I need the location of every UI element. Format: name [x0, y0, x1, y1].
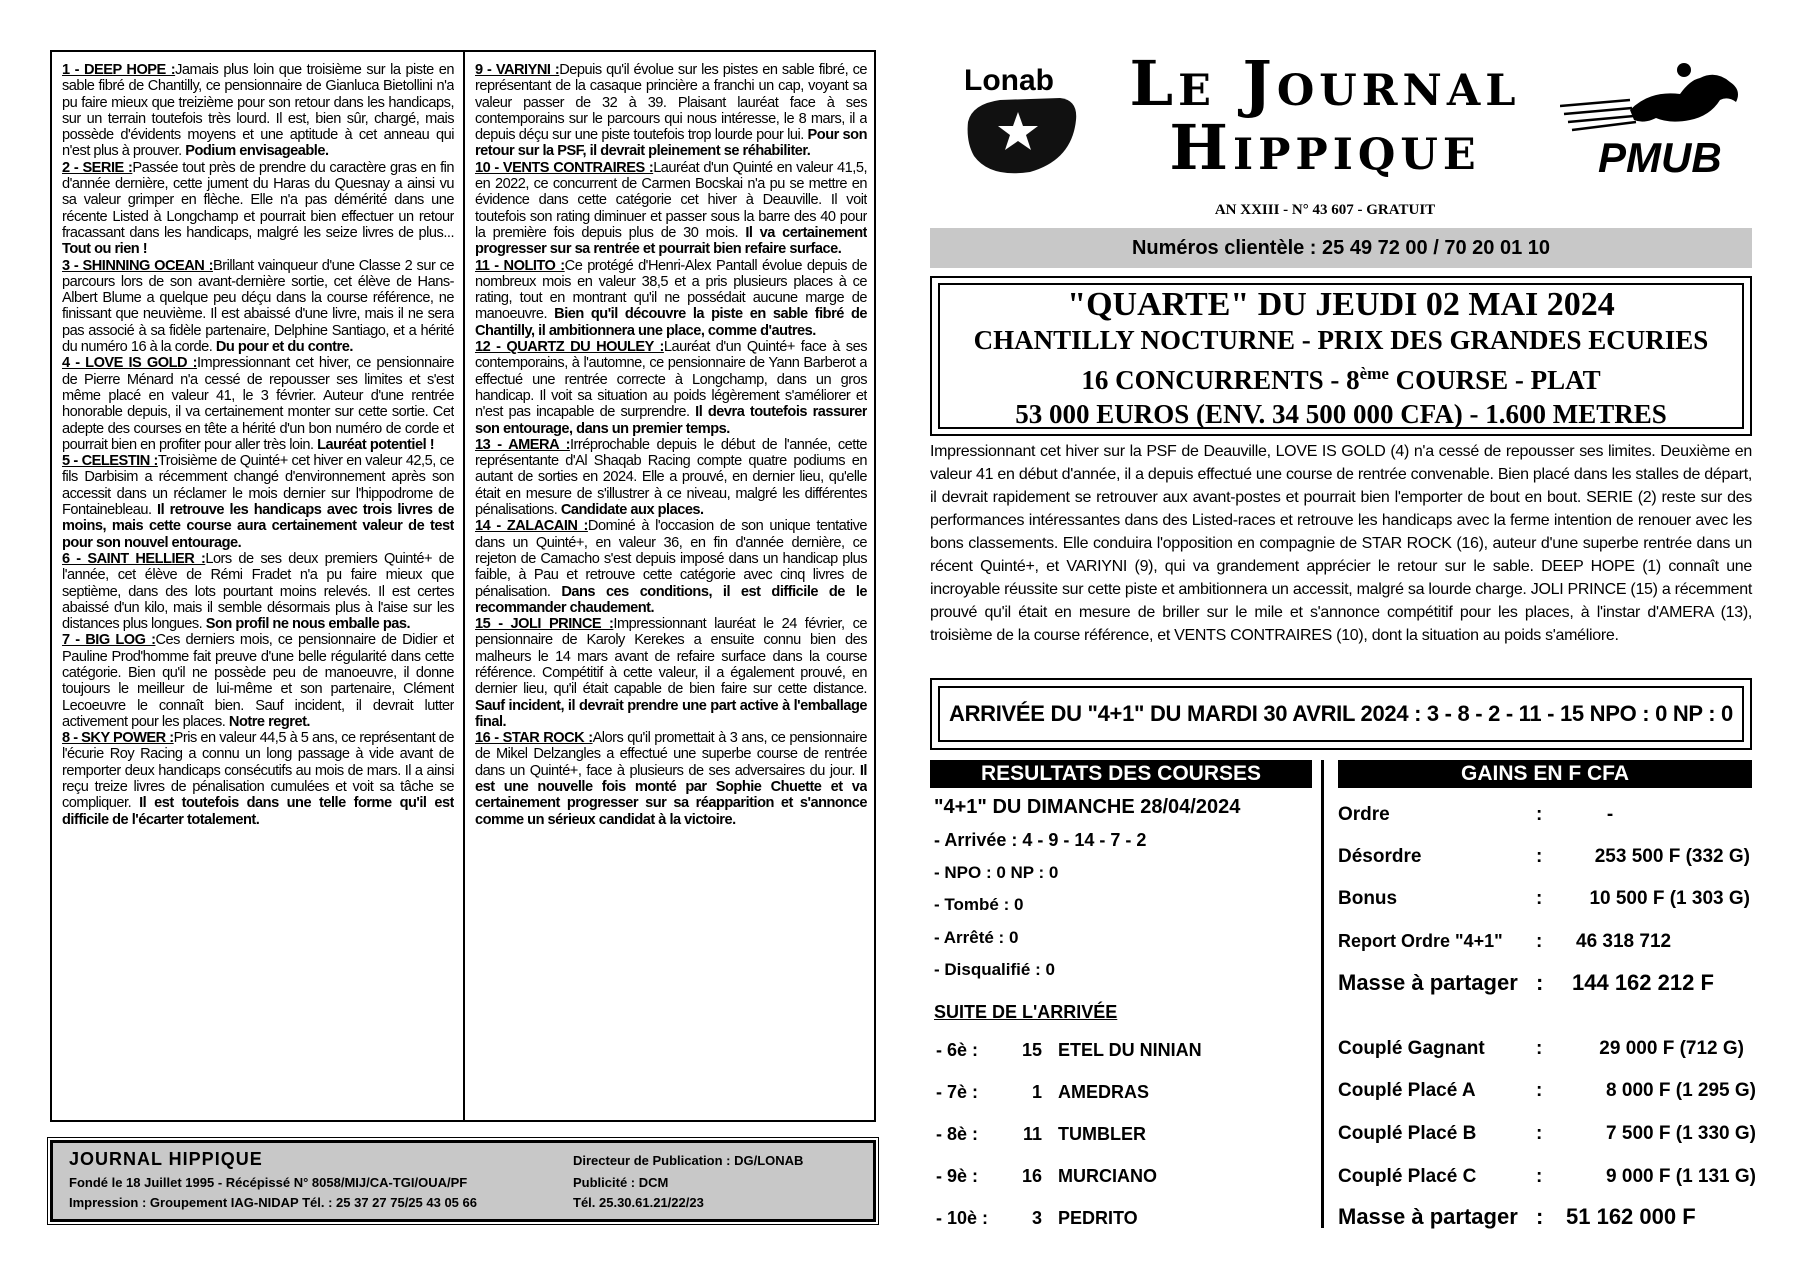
- horse-entry-6: 6 - SAINT HELLIER :Lors de ses deux premiers Quinté+ de l'année, cet élève de Rémi Fradet n'a pu faire mieux que septième, dans des lots pourtant moins relevés. Il est certes abaissé d'un kilo, mais il semble désormais plus à l'aise sur les distances plus longues. Son profil ne nous emballe pas.: [62, 550, 454, 633]
- suite-rank: - 7è :: [936, 1082, 979, 1102]
- gain-value: 253 500 F (332 G): [1594, 846, 1750, 867]
- horse-entry-2: 2 - SERIE :Passée tout près de prendre du caractère gras en fin d'année dernière, cette jument du Haras du Quesnay a ainsi vu sa valeur grimper en flèche. Elle n'a pas démérité dans une récente Listed à Longchamp et pourrait bien effectuer un retour fracassant dans les handicaps, malgré les seize livres de plus... Tout ou rien !: [62, 159, 454, 258]
- horse-entry-5: 5 - CELESTIN :Troisième de Quinté+ cet hiver en valeur 42,5, ce fils Darbisim a récemment changé d'environnement après son accessit dans un réclamer le mois dernier sur l'hippodrome de Fontainebleau. Il retrouve les handicaps avec trois livres de moins, mais cette course aura certainement valeur de test pour son nouvel entourage.: [62, 453, 454, 551]
- masthead-title: [1090, 47, 1560, 184]
- footer-publicity: Publicité : DCM: [573, 1175, 669, 1190]
- suite-num: 1: [1031, 1082, 1042, 1102]
- masthead-line-2: Hippique: [1169, 111, 1481, 184]
- horse-entry-11: 11 - NOLITO :Ce protégé d'Henri-Alex Pantall évolue depuis de nombreux mois en valeur 38,5 et a pris plusieurs places à ce rating, tout en montrant qu'il ne possédait aucune marge de manoeuvre. Bien qu'il découvre la piste en sable fibré de Chantilly, il ambitionnera une place, comme d'autres.: [475, 257, 867, 339]
- suite-num: 15: [1021, 1040, 1042, 1060]
- suite-num: 3: [1031, 1208, 1042, 1228]
- gain-value: 51 162 000 F: [1566, 1204, 1696, 1229]
- result-arrivee: - Arrivée : 4 - 9 - 14 - 7 - 2: [934, 830, 1147, 850]
- arrival-result: ARRIVÉE DU "4+1" DU MARDI 30 AVRIL 2024 : 3 - 8 - 2 - 11 - 15 NPO : 0 NP : 0: [938, 686, 1744, 742]
- horse-entry-1: 1 - DEEP HOPE :Jamais plus loin que troisième sur la piste en sable fibré de Chantilly, ce pensionnaire de Gianluca Bietollini n'a pu faire mieux que treizième pour son retour dans les handicaps, sur un terrain toutefois très lourd. Il est, bien sûr, chargé, mais possède d'évidents moyens et une aptitude à cet anneau qui n'est plus à prouver. Podium envisageable.: [62, 62, 454, 160]
- suite-rank: - 9è :: [936, 1166, 979, 1186]
- results-title: "4+1" DU DIMANCHE 28/04/2024: [934, 796, 1241, 818]
- comments-column-left: [62, 62, 454, 1120]
- pmub-text: PMUB: [1598, 134, 1722, 181]
- suite-name: TUMBLER: [1058, 1124, 1146, 1144]
- suite-name: AMEDRAS: [1058, 1082, 1150, 1102]
- gain-value: 7 500 F (1 330 G): [1606, 1123, 1756, 1144]
- suite-title: SUITE DE L'ARRIVÉE: [934, 1002, 1118, 1022]
- suite-name: ETEL DU NINIAN: [1058, 1040, 1202, 1060]
- pmub-logo: [1560, 60, 1750, 190]
- gain-colon: :: [1536, 1123, 1543, 1144]
- lonab-logo: [960, 60, 1084, 180]
- race-title-line-1: "QUARTE" DU JEUDI 02 MAI 2024: [1067, 286, 1615, 323]
- suite-num: 16: [1021, 1166, 1042, 1186]
- gain-label: Bonus: [1338, 888, 1398, 909]
- gain-value: -: [1606, 804, 1614, 825]
- gain-value: 29 000 F (712 G): [1599, 1038, 1744, 1059]
- horse-entry-9: 9 - VARIYNI :Depuis qu'il évolue sur les pistes en sable fibré, ce représentant de la casaque princière a franchi un cap, voyant sa valeur passer de 32 à 39. Plaisant lauréat face à ses contemporains sur le parcours qui nous intéresse, le 8 mars, il a depuis déçu sur une piste toutefois trop lourde pour lui. Pour son retour sur la PSF, il devrait pleinement se réhabiliter.: [475, 62, 867, 160]
- race-preview-text: Impressionnant cet hiver sur la PSF de Deauville, LOVE IS GOLD (4) n'a cessé de repousser ses limites. Deuxième en valeur 41 en début d'année, il a depuis effectué une course de rentrée convenable. Bien placé dans les stalles de départ, il devrait rapidement se retrouver aux avant-postes et pourrait bien l'emporter de bout en bout. SERIE (2) reste sur des performances intéressantes dans des Listed-races et retrouve les handicaps avec la ferme intention de renouer avec les bons classements. Elle conduira l'opposition en compagnie de STAR ROCK (16), auteur d'une superbe rentrée dans un récent Quinté+, et VARIYNI (9), qui va grandement apprécier le retour sur le sable. DEEP HOPE (1) connaît une incroyable réussite sur cette piste et ambitionnera un accessit, malgré sa lourde charge. JOLI PRINCE (15) a récemment prouvé qu'il était en mesure de briller sur le mile et s'annonce compétitif pour les places, à l'instar d'AMERA (13), troisième de la course référence, et VENTS CONTRAIRES (10), dont la situation au poids s'améliore.: [930, 443, 1752, 644]
- results-header: RESULTATS DES COURSES: [930, 760, 1312, 788]
- gain-value: 144 162 212 F: [1572, 970, 1714, 995]
- suite-rank: - 6è :: [936, 1040, 979, 1060]
- gain-value: 9 000 F (1 131 G): [1606, 1166, 1756, 1187]
- horse-entry-12: 12 - QUARTZ DU HOULEY :Lauréat d'un Quinté+ face à ses contemporains, à l'automne, ce pensionnaire de Yann Barberot a effectué une rentrée correcte à Longchamp, dans un gros handicap. Il voit sa situation au poids légèrement s'améliorer et n'est pas incapable de surprendre. Il devra toutefois rassurer son entourage, dans un premier temps.: [475, 339, 867, 437]
- horse-entry-7: 7 - BIG LOG :Ces derniers mois, ce pensionnaire de Didier et Pauline Prod'homme fait preuve d'une belle régularité dans cette catégorie. Bien qu'il ne possède peu de manoeuvre, il donne toujours le meilleur de lui-même et son partenaire, Clément Lecoeuvre le connaît bien. Sauf incident, il devrait lutter activement pour les places. Notre regret.: [62, 632, 454, 730]
- lonab-text: Lonab: [964, 64, 1054, 97]
- gain-value: 8 000 F (1 295 G): [1606, 1080, 1756, 1101]
- gain-colon: :: [1536, 846, 1543, 867]
- footer-title: JOURNAL HIPPIQUE: [69, 1149, 263, 1169]
- footer-phone: Tél. 25.30.61.21/22/23: [573, 1195, 704, 1210]
- gain-label: Couplé Placé A: [1338, 1080, 1476, 1101]
- suite-rank: - 10è :: [936, 1208, 989, 1228]
- horse-entry-10: 10 - VENTS CONTRAIRES :Lauréat d'un Quinté en valeur 41,5, en 2022, ce concurrent de Carmen Bocskai n'a pu se mettre en évidence dans cette catégorie cet hiver à Deauville. Il voit toutefois son rating diminuer et passer sous la barre des 40 pour la première fois depuis plus de 30 mois. Il va certainement progresser sur sa rentrée et pourrait bien refaire surface.: [475, 159, 867, 258]
- horse-entry-15: 15 - JOLI PRINCE :Impressionnant lauréat le 24 février, ce pensionnaire de Karoly Kerekes a ensuite connu bien des malheurs le 14 mars avant de refaire surface dans la course référence. Compétitif à cette valeur, il a également prouvé, en dernier lieu, qu'il était capable de bien faire sur cette distance. Sauf incident, il devrait prendre une part active à l'emballage final.: [475, 616, 867, 730]
- gain-label: Masse à partager: [1338, 1204, 1518, 1229]
- suite-rank: - 8è :: [936, 1124, 979, 1144]
- horse-entry-14: 14 - ZALACAIN :Dominé à l'occasion de son unique tentative dans un Quinté+, en valeur 36, en fin d'année dernière, ce rejeton de Camacho s'est depuis imposé dans un handicap plus faible, à Pau et retrouve cette catégorie avec cinq livres de pénalisation. Dans ces conditions, il est difficile de le recommander chaudement.: [475, 518, 867, 616]
- horse-entry-3: 3 - SHINNING OCEAN :Brillant vainqueur d'une Classe 2 sur ce parcours lors de son avant-dernière sortie, cet élève de Hans-Albert Blume a quelque peu déçu dans la course référence, ne finissant que neuvième. Il est abaissé d'une livre, mais il ne sera pas associé à sa fidèle partenaire, Delphine Santiago, et a hérité du numéro 16 à la corde. Du pour et du contre.: [62, 257, 454, 356]
- issue-line: AN XXIII - N° 43 607 - GRATUIT: [1214, 202, 1436, 218]
- masthead-line-1: Le Journal: [1129, 47, 1521, 120]
- gain-colon: :: [1536, 931, 1543, 952]
- footer-line-1: Fondé le 18 Juillet 1995 - Récépissé N° 8058/MIJ/CA-TGI/OUA/PF: [69, 1175, 468, 1190]
- horse-rider-icon: [1560, 60, 1750, 140]
- horse-entry-13: 13 - AMERA :Irréprochable depuis le début de l'année, cette représentante d'Al Shaqab Racing compte quatre podiums en autant de sorties en 2024. Elle a prouvé, en dernier lieu, qu'elle était en mesure de s'illustrer à ce niveau, malgré les différentes pénalisations. Candidate aux places.: [475, 436, 867, 519]
- gain-colon: :: [1536, 888, 1543, 909]
- gain-label: Masse à partager: [1338, 970, 1518, 995]
- gain-colon: :: [1536, 1204, 1544, 1229]
- horse-entry-4: 4 - LOVE IS GOLD :Impressionnant cet hiver, ce pensionnaire de Pierre Ménard n'a cessé de repousser ses limites et s'est même placé en valeur 41, le 3 février. Auteur d'une rentrée honorable depuis, il va certainement monter sur cette sortie. Cet adepte des courses en tête a hérité d'un bon numéro de corde et pourrait bien en profiter pour aller très loin. Lauréat potentiel !: [62, 355, 454, 453]
- publication-footer: [50, 1140, 876, 1222]
- gain-label: Ordre: [1338, 804, 1390, 825]
- horse-entry-16: 16 - STAR ROCK :Alors qu'il promettait à 3 ans, ce pensionnaire de Mikel Delzangles a effectué une superbe course de rentrée dans un Quinté+, face à plusieurs de ses adversaires du jour. Il est une nouvelle fois monté par Sophie Chuette et va certainement progresser sur sa réapparition et s'annonce comme un sérieux candidat à la victoire.: [475, 730, 867, 828]
- gain-label: Couplé Gagnant: [1338, 1038, 1485, 1059]
- gain-colon: :: [1536, 804, 1543, 825]
- gains-header: GAINS EN F CFA: [1338, 760, 1752, 788]
- result-tombe: - Tombé : 0: [934, 895, 1024, 914]
- suite-num: 11: [1022, 1124, 1042, 1144]
- suite-name: PEDRITO: [1058, 1208, 1138, 1228]
- suite-name: MURCIANO: [1058, 1166, 1157, 1186]
- comments-column-right: [475, 62, 867, 1120]
- result-disqualifie: - Disqualifié : 0: [934, 960, 1055, 979]
- gain-colon: :: [1536, 1080, 1543, 1101]
- race-title-line-3: 16 CONCURRENTS - 8ème COURSE - PLAT: [1081, 364, 1601, 395]
- results-divider: [1321, 760, 1324, 1228]
- gain-value: 10 500 F (1 303 G): [1589, 888, 1750, 909]
- customer-numbers: Numéros clientèle : 25 49 72 00 / 70 20 01 10: [930, 228, 1752, 268]
- gain-label: Report Ordre "4+1": [1338, 931, 1503, 951]
- gain-colon: :: [1536, 1038, 1543, 1059]
- race-title: [938, 283, 1744, 429]
- gain-label: Couplé Placé B: [1338, 1123, 1477, 1144]
- race-title-line-4: 53 000 EUROS (ENV. 34 500 000 CFA) - 1.600 METRES: [1015, 399, 1667, 429]
- gain-colon: :: [1536, 970, 1544, 995]
- footer-line-2: Impression : Groupement IAG-NIDAP Tél. : 25 37 27 75/25 43 05 66: [69, 1195, 477, 1210]
- gain-value: 46 318 712: [1576, 931, 1672, 952]
- gain-label: Désordre: [1338, 846, 1422, 867]
- gain-label: Couplé Placé C: [1338, 1166, 1477, 1187]
- race-title-line-2: CHANTILLY NOCTURNE - PRIX DES GRANDES ECURIES: [973, 325, 1709, 355]
- result-arrete: - Arrêté : 0: [934, 928, 1019, 947]
- gain-colon: :: [1536, 1166, 1543, 1187]
- horse-entry-8: 8 - SKY POWER :Pris en valeur 44,5 à 5 ans, ce représentant de l'écurie Roy Racing a connu un long passage à vide avant de remporter deux handicaps consécutifs au mois de mars. Il a ainsi reçu treize livres de pénalisation cumulées et voit sa tâche se compliquer. Il est toutefois dans une telle forme qu'il est difficile de l'écarter totalement.: [62, 730, 454, 828]
- result-npo: - NPO : 0 NP : 0: [934, 863, 1059, 882]
- column-divider: [463, 52, 465, 1120]
- footer-director: Directeur de Publication : DG/LONAB: [573, 1153, 804, 1168]
